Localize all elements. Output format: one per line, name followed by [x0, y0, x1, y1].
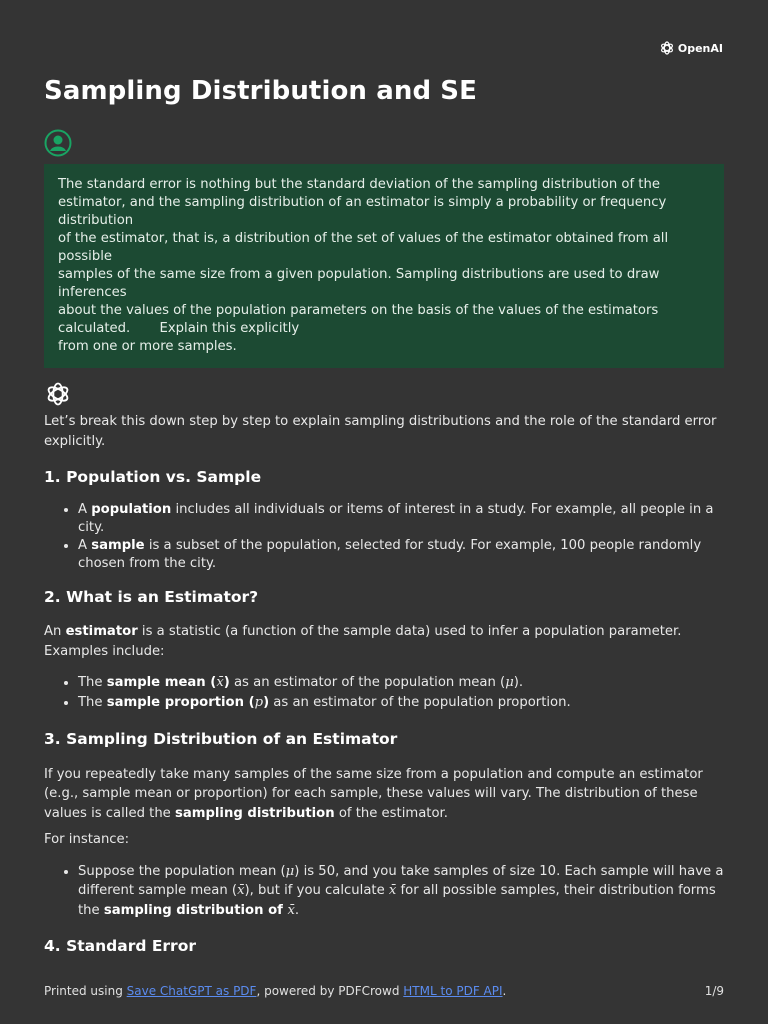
- brand-name: OpenAI: [677, 41, 723, 55]
- openai-logo-icon: [659, 40, 675, 56]
- prompt-line: distribution: [58, 213, 134, 228]
- html-to-pdf-link[interactable]: HTML to PDF API: [403, 984, 503, 998]
- section-heading: 4. Standard Error: [44, 937, 196, 955]
- section-heading: 3. Sampling Distribution of an Estimator: [44, 730, 398, 748]
- list-item: • A population includes all individuals or items of interest in a study. For example, all people in a city.: [78, 501, 724, 537]
- save-chatgpt-link[interactable]: Save ChatGPT as PDF: [126, 984, 257, 998]
- list-item: • The sample proportion (p) as an estimator of the population proportion.: [78, 693, 724, 713]
- page-number: 1/9: [704, 984, 724, 998]
- prompt-line: from one or more samples.: [58, 339, 237, 354]
- list-item: • Suppose the population mean (μ) is 50, and you take samples of size 10. Each sample will have a different sample mean (x̄), but if you calculate x̄ for all possible samples, their distribution forms the sampling distribution of x̄.: [78, 862, 724, 921]
- list-item: • A sample is a subset of the population, selected for study. For example, 100 people randomly chosen from the city.: [78, 537, 724, 573]
- answer-intro: Let’s break this down step by step to explain sampling distributions and the role of the standard error explicitly.: [44, 414, 717, 449]
- footer: [44, 984, 724, 998]
- chatgpt-logo-icon: [44, 380, 72, 408]
- assistant-answer: [44, 412, 724, 957]
- prompt-line: possible: [58, 249, 112, 264]
- footer-credit: Printed using Save ChatGPT as PDF, powered by PDFCrowd HTML to PDF API.: [44, 984, 507, 998]
- bullet-list: [44, 501, 724, 573]
- prompt-line: of the estimator, that is, a distribution of the set of values of the estimator obtained from all: [58, 231, 669, 246]
- prompt-line: samples of the same size from a given population. Sampling distributions are used to draw: [58, 267, 660, 282]
- paragraph: If you repeatedly take many samples of the same size from a population and compute an estimator (e.g., sample mean or proportion) for each sample, these values will vary. The distribution of these values is called the sampling distribution of the estimator.: [44, 766, 703, 821]
- section-heading: 2. What is an Estimator?: [44, 587, 259, 606]
- prompt-line: about the values of the population parameters on the basis of the values of the estimators: [58, 303, 659, 318]
- list-item: • The sample mean (x̄) as an estimator of the population mean (μ).: [78, 673, 724, 693]
- bullet-list: [44, 862, 724, 921]
- bullet-list: [44, 673, 724, 712]
- paragraph: An estimator is a statistic (a function of the sample data) used to infer a population parameter. Examples include:: [44, 624, 682, 659]
- prompt-line: inferences: [58, 285, 127, 300]
- brand: [659, 40, 723, 56]
- user-avatar-icon: [44, 129, 72, 157]
- section-heading: 1. Population vs. Sample: [44, 468, 262, 486]
- page-title: Sampling Distribution and SE: [44, 76, 477, 106]
- prompt-line: The standard error is nothing but the standard deviation of the sampling distribution of the: [58, 177, 660, 192]
- prompt-line: calculated. Explain this explicitly: [58, 321, 300, 336]
- paragraph: For instance:: [44, 832, 130, 847]
- user-prompt: [44, 164, 724, 368]
- prompt-line: estimator, and the sampling distribution of an estimator is simply a probability or frequency: [58, 195, 667, 210]
